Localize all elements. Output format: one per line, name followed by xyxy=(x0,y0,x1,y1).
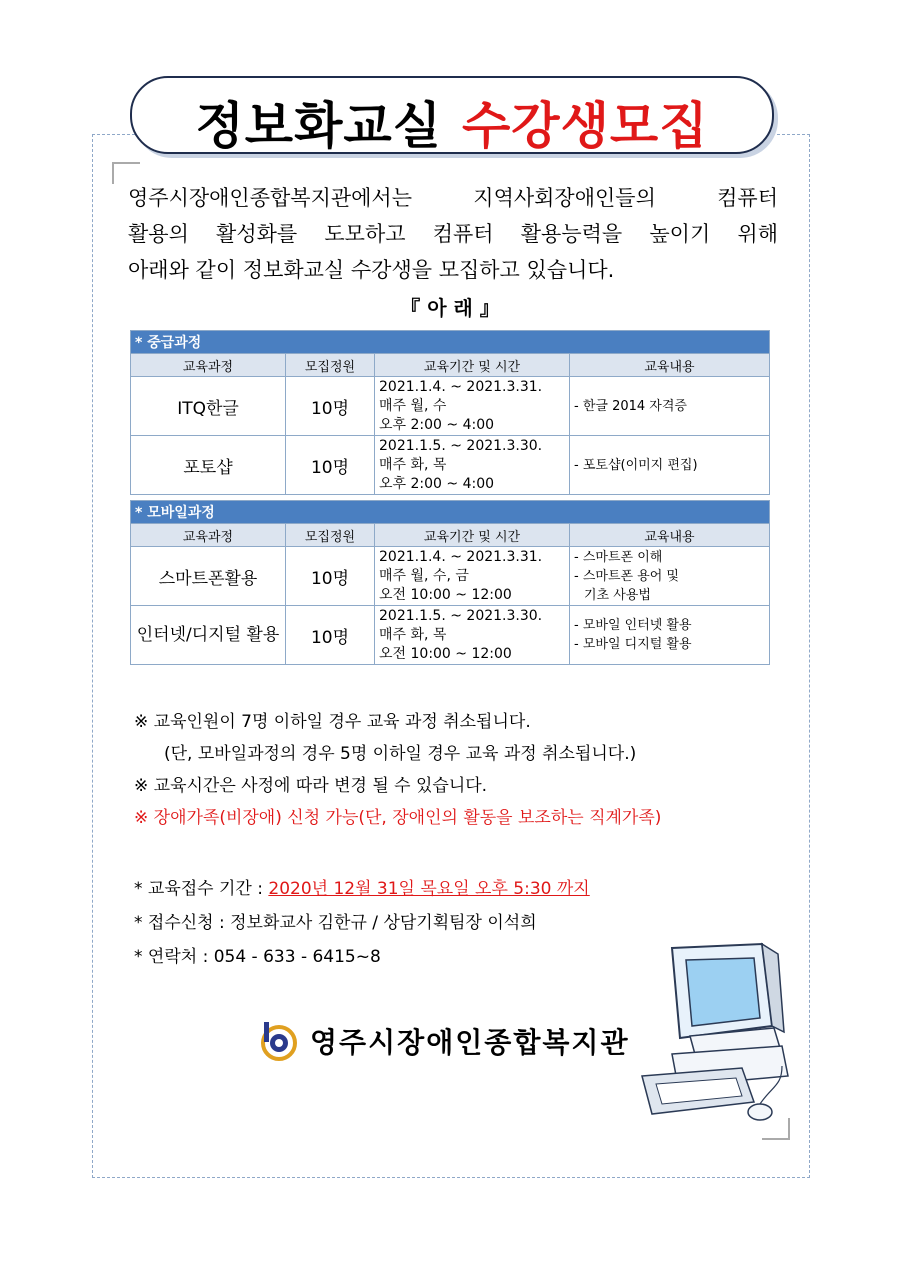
course-period xyxy=(375,606,570,665)
col-header-period: 교육기간 및 시간 xyxy=(375,354,570,377)
note-min-enrollment: ※ 교육인원이 7명 이하일 경우 교육 과정 취소됩니다. xyxy=(134,712,531,732)
note-family-eligible: ※ 장애가족(비장애) 신청 가능(단, 장애인의 활동을 보조하는 직계가족) xyxy=(134,808,662,828)
col-header-content: 교육내용 xyxy=(570,524,770,547)
info-block xyxy=(134,872,590,974)
period-time: 오후 2:00 ~ 4:00 xyxy=(379,416,495,433)
period-days: 매주 화, 목 xyxy=(379,456,447,473)
col-header-course: 교육과정 xyxy=(131,524,286,547)
course-content xyxy=(570,436,770,495)
info-apply: * 접수신청 : 정보화교사 김한규 / 상담기획팀장 이석희 xyxy=(134,913,537,933)
intro-line: 아래와 같이 정보화교실 수강생을 모집하고 있습니다. xyxy=(128,258,615,282)
period-dates: 2021.1.5. ~ 2021.3.30. xyxy=(379,607,543,624)
table-row xyxy=(131,436,770,495)
content-line: - 한글 2014 자격증 xyxy=(574,398,687,414)
course-content xyxy=(570,606,770,665)
table-row xyxy=(131,547,770,606)
col-header-course: 교육과정 xyxy=(131,354,286,377)
period-days: 매주 월, 수 xyxy=(379,397,447,414)
note-mobile-exception: (단, 모바일과정의 경우 5명 이하일 경우 교육 과정 취소됩니다.) xyxy=(164,744,637,764)
period-dates: 2021.1.4. ~ 2021.3.31. xyxy=(379,378,543,395)
period-days: 매주 월, 수, 금 xyxy=(379,567,469,584)
info-period-value: 2020년 12월 31일 목요일 오후 5:30 까지 xyxy=(268,879,590,899)
table-row xyxy=(131,606,770,665)
course-period xyxy=(375,436,570,495)
note-schedule-change: ※ 교육시간은 사정에 따라 변경 될 수 있습니다. xyxy=(134,776,488,796)
course-name: 인터넷/디지털 활용 xyxy=(131,606,286,665)
intro-line: 영주시장애인종합복지관에서는 지역사회장애인들의 컴퓨터 xyxy=(128,186,778,210)
computer-illustration-icon xyxy=(632,936,792,1136)
intro-paragraph xyxy=(128,180,778,288)
content-line: - 모바일 디지털 활용 xyxy=(574,637,692,652)
period-dates: 2021.1.5. ~ 2021.3.30. xyxy=(379,437,543,454)
period-days: 매주 화, 목 xyxy=(379,626,447,643)
logo-text: 영주시장애인종합복지관 xyxy=(310,1026,630,1059)
content-line: - 스마트폰 이해 xyxy=(574,549,663,565)
course-table-intermediate xyxy=(130,330,770,495)
course-content xyxy=(570,547,770,606)
course-name: ITQ한글 xyxy=(131,377,286,436)
col-header-period: 교육기간 및 시간 xyxy=(375,524,570,547)
course-name: 스마트폰활용 xyxy=(131,547,286,606)
course-name: 포토샵 xyxy=(131,436,286,495)
corner-mark-bottom xyxy=(762,1118,790,1140)
course-capacity: 10명 xyxy=(286,436,375,495)
col-header-capacity: 모집정원 xyxy=(286,354,375,377)
course-table-mobile xyxy=(130,500,770,665)
info-period xyxy=(134,872,590,906)
course-period xyxy=(375,547,570,606)
org-logo xyxy=(256,1018,630,1064)
section-title: * 모바일과정 xyxy=(131,501,770,524)
course-capacity: 10명 xyxy=(286,547,375,606)
page-title xyxy=(132,86,772,158)
title-banner xyxy=(130,76,774,154)
period-dates: 2021.1.4. ~ 2021.3.31. xyxy=(379,548,543,565)
logo-icon xyxy=(256,1018,302,1064)
course-capacity: 10명 xyxy=(286,606,375,665)
content-line: 기초 사용법 xyxy=(584,587,651,603)
arae-heading: 『 아 래 』 xyxy=(400,296,500,320)
content-line: - 포토샵(이미지 편집) xyxy=(574,457,698,473)
content-line: - 스마트폰 용어 및 xyxy=(574,568,679,584)
period-time: 오전 10:00 ~ 12:00 xyxy=(379,586,512,603)
col-header-content: 교육내용 xyxy=(570,354,770,377)
title-black: 정보화교실 xyxy=(195,97,442,155)
info-period-label: * 교육접수 기간 : xyxy=(134,879,269,899)
title-red: 수강생모집 xyxy=(462,97,709,155)
intro-line: 활용의 활성화를 도모하고 컴퓨터 활용능력을 높이기 위해 xyxy=(128,222,778,246)
section-title: * 중급과정 xyxy=(131,331,770,354)
table-row xyxy=(131,377,770,436)
notes-block xyxy=(134,706,661,834)
period-time: 오전 10:00 ~ 12:00 xyxy=(379,645,512,662)
period-time: 오후 2:00 ~ 4:00 xyxy=(379,475,495,492)
content-line: - 모바일 인터넷 활용 xyxy=(574,618,692,633)
col-header-capacity: 모집정원 xyxy=(286,524,375,547)
course-period xyxy=(375,377,570,436)
course-content xyxy=(570,377,770,436)
course-capacity: 10명 xyxy=(286,377,375,436)
info-contact: * 연락처 : 054 - 633 - 6415~8 xyxy=(134,947,381,967)
